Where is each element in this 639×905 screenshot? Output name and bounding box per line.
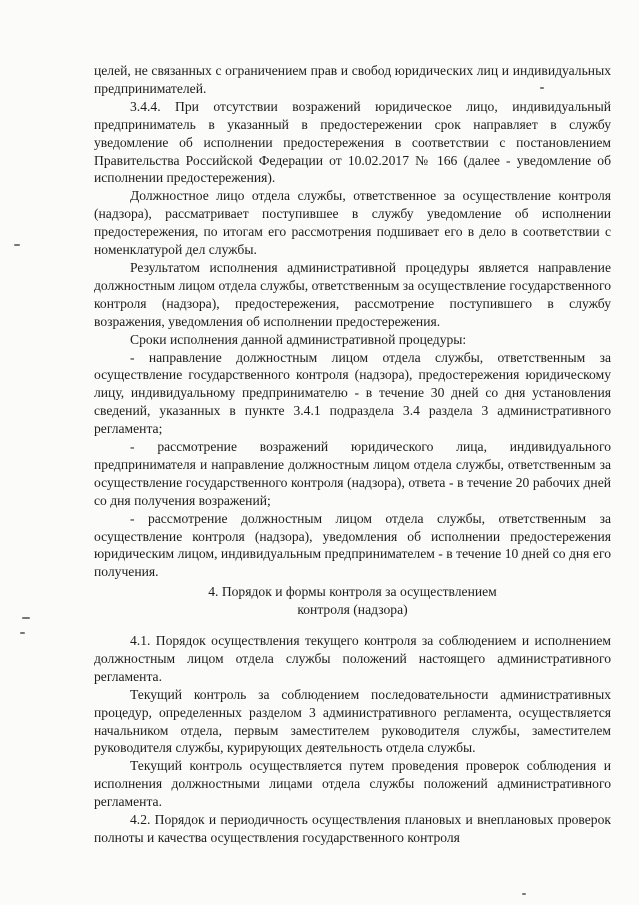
section-heading xyxy=(94,583,611,619)
scan-speck xyxy=(20,632,25,634)
list-item: - направление должностным лицом отдела службы, ответственным за осуществление государственного контроля (надзора), предостережения юридическому лицу, индивидуальному предпринимателю - в течение 30 дней со дня установления сведений, указанных в пункте 3.4.1 подраздела 3.4 раздела 3 административного регламента; xyxy=(94,349,611,437)
scan-speck xyxy=(540,87,544,89)
document-body-top xyxy=(94,62,611,581)
paragraph: целей, не связанных с ограничением прав и свобод юридических лиц и индивидуальных предпринимателей. xyxy=(94,63,611,96)
section-heading-line: 4. Порядок и формы контроля за осуществлением xyxy=(208,584,497,599)
paragraph: Сроки исполнения данной административной процедуры: xyxy=(130,331,467,347)
paragraph: Текущий контроль за соблюдением последовательности административных процедур, определенных разделом 3 административного регламента, осуществляется начальником отдела, первым заместителем руководителя службы, заместителем руководителя службы, курирующих деятельность отдела службы. xyxy=(94,686,611,756)
section-heading-line: контроля (надзора) xyxy=(297,601,408,617)
paragraph: Текущий контроль осуществляется путем проведения проверок соблюдения и исполнения должностными лицами отдела службы положений административного регламента. xyxy=(94,758,611,810)
paragraph: Результатом исполнения административной процедуры является направление должностным лицом отдела службы, ответственным за осуществление государственного контроля (надзора), предостережения, рассмотрение поступившего в службу возражения, уведомления об исполнении предостережения. xyxy=(94,259,611,329)
paragraph: 4.2. Порядок и периодичность осуществления плановых и внеплановых проверок полноты и качества осуществления государственного контроля xyxy=(94,812,611,845)
list-item: - рассмотрение должностным лицом отдела службы, ответственным за осуществление контроля (надзора), уведомления об исполнении предостережения юридическим лицом, индивидуальным предпринимателем - в течение 10 дней со дня его получения. xyxy=(94,510,611,580)
scan-speck xyxy=(14,244,20,246)
paragraph: 4.1. Порядок осуществления текущего контроля за соблюдением и исполнением должностным лицом отдела службы положений настоящего административного регламента. xyxy=(94,633,611,684)
list-item: - рассмотрение возражений юридического лица, индивидуального предпринимателя и направление должностным лицом отдела службы, ответственным за осуществление государственного контроля (надзора), ответа - в течение 20 рабочих дней со дня получения возражений; xyxy=(94,439,611,508)
paragraph: 3.4.4. При отсутствии возражений юридическое лицо, индивидуальный предприниматель в указанный в предостережении срок направляет в службу уведомление об исполнении предостережения в соответствии с постановлением Правительства Российской Федерации от 10.02.2017 № 166 (далее - уведомление об исполнении предостережения). xyxy=(94,98,611,186)
document-body-bottom xyxy=(94,632,611,847)
paragraph: Должностное лицо отдела службы, ответственное за осуществление контроля (надзора), рассматривает поступившее в службу уведомление об исполнении предостережения, по итогам его рассмотрения подшивает его в дело в соответствии с номенклатурой дел службы. xyxy=(94,188,611,258)
scan-speck xyxy=(22,617,30,619)
scan-speck xyxy=(522,893,526,895)
